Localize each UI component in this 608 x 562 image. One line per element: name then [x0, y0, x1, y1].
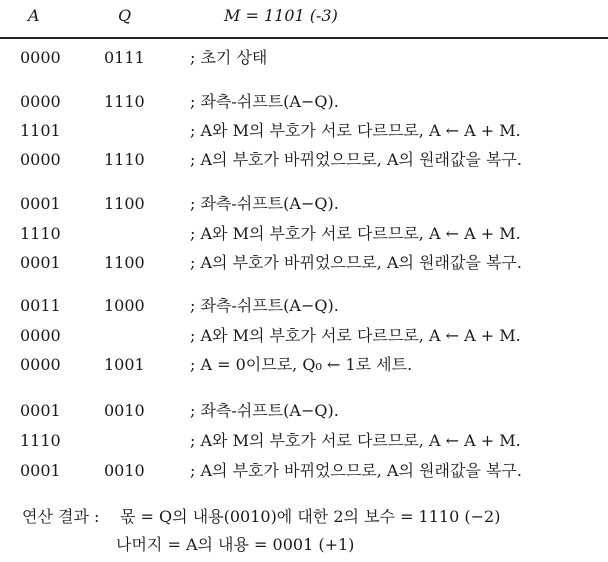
- register-a-value: 0000: [20, 48, 61, 67]
- remainder-result: 나머지 = A의 내용 = 0001 (+1): [116, 535, 355, 554]
- register-a-value: 0011: [20, 296, 61, 315]
- step-comment: ; A와 M의 부호가 서로 다르므로, A ← A + M.: [190, 121, 521, 140]
- step-comment: ; 좌측-쉬프트(A−Q).: [190, 296, 339, 315]
- register-a-value: 1110: [20, 224, 61, 243]
- register-q-value: 0111: [104, 48, 145, 67]
- step-comment: ; A의 부호가 바뀌었으므로, A의 원래값을 복구.: [190, 150, 522, 169]
- header-divider: [0, 37, 608, 39]
- column-header-q: Q: [118, 6, 132, 25]
- register-a-value: 0001: [20, 253, 61, 272]
- register-q-value: 1110: [104, 92, 145, 111]
- step-comment: ; A와 M의 부호가 서로 다르므로, A ← A + M.: [190, 326, 521, 345]
- register-a-value: 0000: [20, 150, 61, 169]
- column-header-m: M = 1101 (-3): [224, 6, 338, 25]
- register-a-value: 0001: [20, 461, 61, 480]
- register-q-value: 1000: [104, 296, 145, 315]
- register-a-value: 0000: [20, 355, 61, 374]
- register-a-value: 1110: [20, 431, 61, 450]
- step-comment: ; 좌측-쉬프트(A−Q).: [190, 194, 339, 213]
- register-a-value: 0001: [20, 401, 61, 420]
- register-q-value: 0010: [104, 461, 145, 480]
- register-a-value: 0001: [20, 194, 61, 213]
- column-header-a: A: [28, 6, 40, 25]
- result-label: 연산 결과 :: [22, 507, 100, 526]
- register-a-value: 0000: [20, 326, 61, 345]
- register-q-value: 1110: [104, 150, 145, 169]
- step-comment: ; 초기 상태: [190, 48, 268, 67]
- step-comment: ; 좌측-쉬프트(A−Q).: [190, 401, 339, 420]
- step-comment: ; 좌측-쉬프트(A−Q).: [190, 92, 339, 111]
- step-comment: ; A와 M의 부호가 서로 다르므로, A ← A + M.: [190, 224, 521, 243]
- register-q-value: 0010: [104, 401, 145, 420]
- register-q-value: 1100: [104, 194, 145, 213]
- step-comment: ; A = 0이므로, Q₀ ← 1로 세트.: [190, 355, 413, 374]
- register-q-value: 1100: [104, 253, 145, 272]
- step-comment: ; A의 부호가 바뀌었으므로, A의 원래값을 복구.: [190, 253, 522, 272]
- step-comment: ; A와 M의 부호가 서로 다르므로, A ← A + M.: [190, 431, 521, 450]
- register-a-value: 0000: [20, 92, 61, 111]
- step-comment: ; A의 부호가 바뀌었으므로, A의 원래값을 복구.: [190, 461, 522, 480]
- register-q-value: 1001: [104, 355, 145, 374]
- register-a-value: 1101: [20, 121, 61, 140]
- quotient-result: 몫 = Q의 내용(0010)에 대한 2의 보수 = 1110 (−2): [120, 507, 501, 526]
